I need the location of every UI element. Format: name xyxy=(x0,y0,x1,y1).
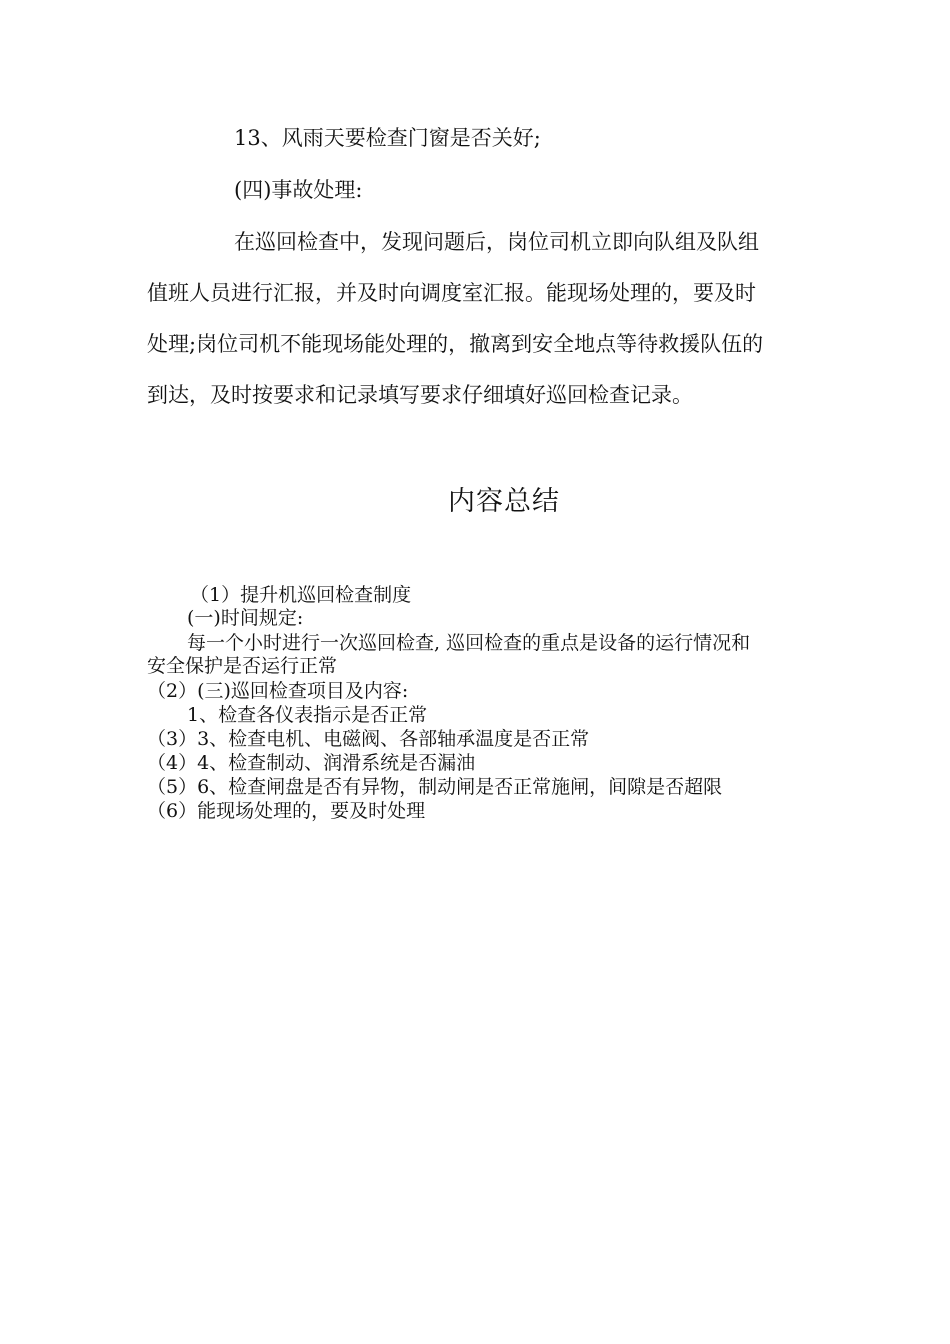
summary-line: 每一个小时进行一次巡回检查, 巡回检查的重点是设备的运行情况和 xyxy=(187,632,751,654)
summary-line: （4）4、检查制动、润滑系统是否漏油 xyxy=(147,752,476,774)
summary-line: （6）能现场处理的，要及时处理 xyxy=(147,800,426,822)
paragraph-line: 到达，及时按要求和记录填写要求仔细填好巡回检查记录。 xyxy=(147,383,693,407)
paragraph-line: 值班人员进行汇报，并及时向调度室汇报。能现场处理的，要及时 xyxy=(147,281,756,305)
summary-line: 1、检查各仪表指示是否正常 xyxy=(187,704,428,726)
section-heading-accident-handling: (四)事故处理: xyxy=(234,178,363,202)
summary-title: 内容总结 xyxy=(448,486,560,517)
summary-line: (一)时间规定: xyxy=(187,607,304,629)
summary-line: 安全保护是否运行正常 xyxy=(147,655,338,677)
checklist-item-13: 13、风雨天要检查门窗是否关好; xyxy=(234,126,541,150)
paragraph-line: 在巡回检查中，发现问题后，岗位司机立即向队组及队组 xyxy=(234,230,759,254)
summary-line: （3）3、检查电机、电磁阀、各部轴承温度是否正常 xyxy=(147,728,590,750)
summary-line: （1）提升机巡回检查制度 xyxy=(190,584,412,606)
summary-line: （5）6、检查闸盘是否有异物，制动闸是否正常施闸，间隙是否超限 xyxy=(147,776,723,798)
summary-line: （2）(三)巡回检查项目及内容: xyxy=(147,680,409,702)
paragraph-line: 处理;岗位司机不能现场能处理的，撤离到安全地点等待救援队伍的 xyxy=(147,332,764,356)
